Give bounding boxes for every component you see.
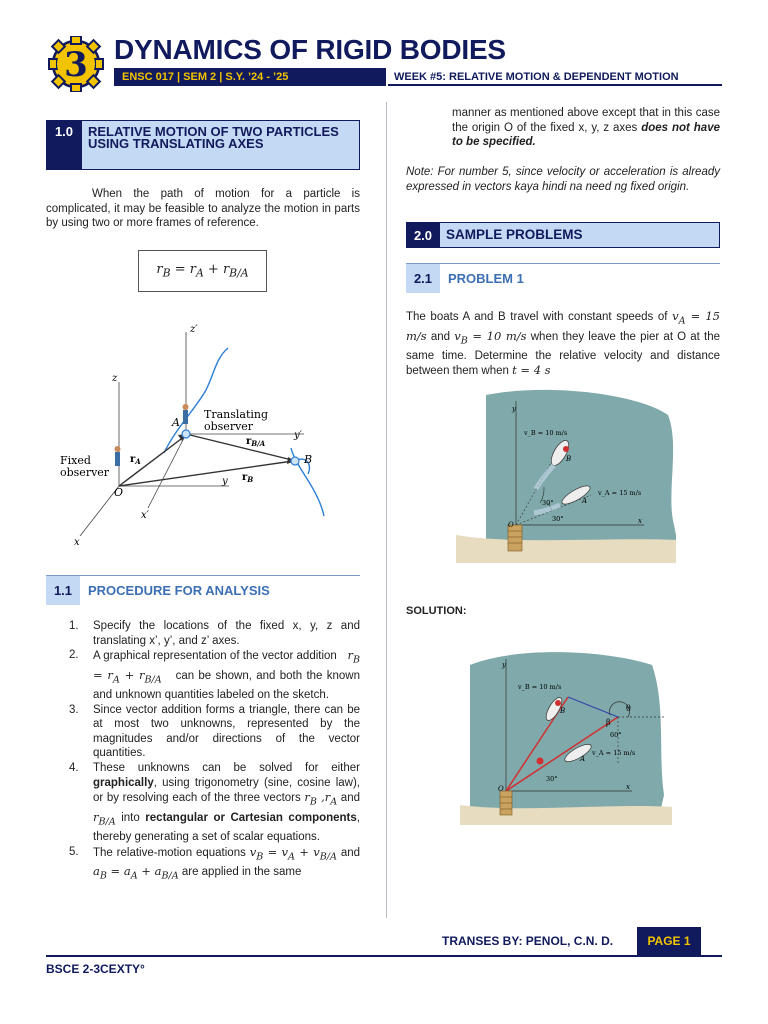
angle-30-label: 30° [546,775,558,783]
vb-value: $v_B = 10$ m/s [454,328,527,347]
z-label: z [112,373,118,384]
footer-divider [46,955,722,957]
svg-text:B: B [560,707,566,715]
translating-observer-label: Translating [204,408,269,421]
course-info: ENSC 017 | SEM 2 | S.Y. ’24 - ’25 [114,68,386,86]
procedure-step: 2. A graphical representation of the vector addition $r_B = r_A + r_{B/A}$ can be shown, and both the known and unknown quantities labeled on the sketch. [69,648,360,701]
vb-label: v_B = 10 m/s [518,683,562,691]
angle-label: 30° [542,499,554,507]
class-label: BSCE 2-3CEXTY° [46,962,145,976]
section-1-header [46,120,360,170]
x-label: x [74,537,80,548]
translating-observer-label-2: observer [204,420,254,433]
vb-label: v_B = 10 m/s [524,429,568,437]
subsection-1-1-header [46,575,360,605]
section-number: 1.0 [46,120,82,170]
y-label: y [222,476,228,487]
r-ba-label: $r_{B/A}$ [246,436,266,448]
va-label: v_A = 15 m/s [592,749,636,757]
procedure-list [46,619,360,884]
beta-label: β [606,718,611,727]
fixed-observer-label: Fixed [60,454,91,467]
step-vectors: $r_B$ $,r_A$ [304,790,338,808]
angle-60-label: 60° [610,731,622,739]
procedure-step: 1. Specify the locations of the fixed x, y, z and translating x’, y’, and z’ axes. [69,620,360,647]
subsection-title: PROCEDURE FOR ANALYSIS [88,583,270,598]
page-number-badge: PAGE 1 [637,927,701,955]
z-prime-label: z′ [190,324,198,335]
fixed-observer-label-2: observer [60,466,110,479]
point-b-label: B [304,453,313,466]
solution-label: SOLUTION: [406,605,467,617]
subsection-title: PROBLEM 1 [448,271,524,286]
subsection-2-1-header [406,263,720,293]
va-value: $v_A = 15$ m/s [406,309,720,343]
page-title: DYNAMICS OF RIGID BODIES [114,34,506,65]
subsection-number: 1.1 [46,576,80,605]
x-prime-label: x′ [141,510,149,521]
r-a-label: $r_A$ [130,454,141,466]
logo-number: 3 [64,45,88,85]
logo [46,36,112,92]
section-title: RELATIVE MOTION OF TWO PARTICLES USING TRANSLATING AXES [82,120,360,170]
theta-label: θ [626,704,631,713]
week-info: WEEK #5: RELATIVE MOTION & DEPENDENT MOTION [388,68,722,86]
credit-text: TRANSES BY: PENOL, C.N. D. [442,934,614,948]
procedure-step: 5. The relative-motion equations $v_B = v_A + v_{B/A}$ and $a_B = a_A + a_{B/A}$ are applied in the same [69,844,360,882]
svg-text:x: x [638,517,642,525]
problem-figure [456,385,676,565]
note-paragraph: Note: For number 5, since velocity or acceleration is already expressed in vectors kaya hindi na need ng fixed origin. [406,166,720,193]
step-equation: $r_B = r_A + r_{B/A}$ [93,648,360,686]
svg-text:A: A [582,497,588,505]
va-label: v_A = 15 m/s [598,489,642,497]
svg-text:B: B [566,455,572,463]
time-value: t = 4 s [512,363,551,378]
column-divider [386,102,387,918]
velocity-equation: $v_B = v_A + v_{B/A}$ [249,844,337,862]
section-title: SAMPLE PROBLEMS [440,222,720,248]
procedure-step: 3. Since vector addition forms a triangle, there can be at most two unknowns, represented by the magnitudes and/or directions of the vector quantities. [69,703,360,760]
procedure-step: 4. These unknowns can be solved for either graphically, using trigonometry (sine, cosine law), or by resolving each of the three vectors $r_B$ $,r_A$ and $r_{B/A}$ into rectangular or Cartesian components, thereby generating a set of scalar equations. [69,761,360,843]
equation-box [138,250,267,292]
angle-label: 30° [552,515,564,523]
svg-text:x: x [626,783,630,791]
section-2-header [406,222,720,248]
point-a-label: A [172,416,180,429]
intro-paragraph: When the path of motion for a particle is complicated, it may be feasible to analyze the motion in parts by using two or more frames of reference. [46,188,360,230]
subsection-number: 2.1 [406,264,440,293]
svg-text:y: y [512,405,516,413]
r-b-label: $r_B$ [242,472,254,484]
svg-text:A: A [580,755,586,763]
continuation-paragraph: manner as mentioned above except that in this case the origin O of the fixed x, y, z axes does not have to be specified. [452,107,720,149]
acceleration-equation: $a_B = a_A + a_{B/A}$ [93,864,179,882]
translating-axes-figure [46,318,360,550]
section-number: 2.0 [406,222,440,248]
y-prime-label: y′ [294,430,302,441]
problem-statement: The boats A and B travel with constant speeds of $v_A = 15$ m/s and $v_B = 10$ m/s when they leave the pier at O at the same time. Determine the relative velocity and distance between them when t = 4 s [406,309,721,378]
position-equation: $r_B = r_A + r_{B/A}$ [156,262,249,280]
origin-label: O [114,486,124,499]
svg-text:O: O [498,785,504,793]
svg-text:y: y [502,661,506,669]
solution-figure [460,645,672,825]
svg-text:O: O [508,521,514,529]
